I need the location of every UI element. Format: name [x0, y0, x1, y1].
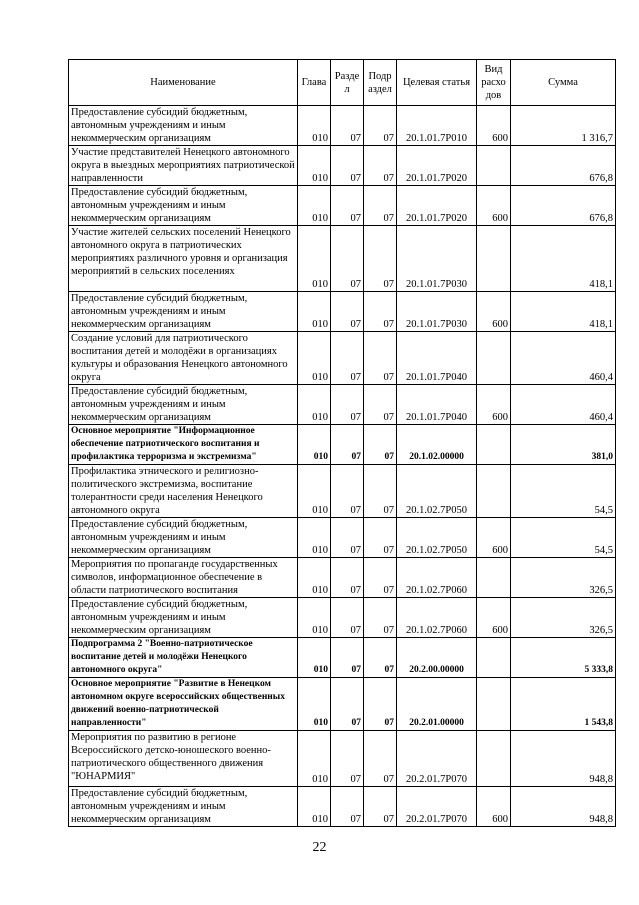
- header-row: [69, 60, 616, 106]
- row-subsection: 07: [364, 186, 397, 226]
- row-subsection: 07: [364, 518, 397, 558]
- row-target: 20.1.01.7Р020: [397, 186, 477, 226]
- row-amount: 381,0: [511, 425, 616, 465]
- table-row: [69, 146, 616, 186]
- row-name: Основное мероприятие "Развитие в Ненецком автономном округе всероссийских общественных движений военно-патриотической направленности": [69, 678, 298, 731]
- row-chapter: 010: [298, 465, 331, 518]
- row-name: Мероприятия по развитию в регионе Всероссийского детско-юношеского военно-патриотического общественного движения "ЮНАРМИЯ": [69, 731, 298, 787]
- row-expense-type: 600: [477, 787, 511, 827]
- row-target: 20.1.01.7Р010: [397, 106, 477, 146]
- row-subsection: 07: [364, 332, 397, 385]
- row-expense-type: [477, 226, 511, 292]
- row-expense-type: 600: [477, 106, 511, 146]
- table-row: [69, 385, 616, 425]
- row-target: 20.2.00.00000: [397, 638, 477, 678]
- row-chapter: 010: [298, 558, 331, 598]
- row-subsection: 07: [364, 385, 397, 425]
- header-section: Разде л: [331, 60, 364, 106]
- row-amount: 418,1: [511, 226, 616, 292]
- row-name: Предоставление субсидий бюджетным, автономным учреждениям и иным некоммерческим организациям: [69, 292, 298, 332]
- row-target: 20.1.02.7Р060: [397, 598, 477, 638]
- row-amount: 1 316,7: [511, 106, 616, 146]
- row-section: 07: [331, 106, 364, 146]
- row-subsection: 07: [364, 787, 397, 827]
- row-subsection: 07: [364, 678, 397, 731]
- row-expense-type: 600: [477, 518, 511, 558]
- table-row: [69, 638, 616, 678]
- row-section: 07: [331, 787, 364, 827]
- row-section: 07: [331, 731, 364, 787]
- row-chapter: 010: [298, 226, 331, 292]
- row-amount: 460,4: [511, 332, 616, 385]
- row-target: 20.1.01.7Р020: [397, 146, 477, 186]
- row-name: Предоставление субсидий бюджетным, автономным учреждениям и иным некоммерческим организациям: [69, 385, 298, 425]
- row-name: Мероприятия по пропаганде государственных символов, информационное обеспечение в области патриотического воспитания: [69, 558, 298, 598]
- row-section: 07: [331, 598, 364, 638]
- row-amount: 326,5: [511, 558, 616, 598]
- row-chapter: 010: [298, 638, 331, 678]
- row-target: 20.1.01.7Р040: [397, 385, 477, 425]
- row-target: 20.1.02.7Р050: [397, 518, 477, 558]
- row-name: Создание условий для патриотического воспитания детей и молодёжи в организациях культуры и образования Ненецкого автономного округа: [69, 332, 298, 385]
- row-expense-type: [477, 678, 511, 731]
- row-target: 20.2.01.7Р070: [397, 731, 477, 787]
- row-amount: 676,8: [511, 186, 616, 226]
- row-target: 20.1.02.7Р050: [397, 465, 477, 518]
- row-section: 07: [331, 638, 364, 678]
- row-amount: 948,8: [511, 787, 616, 827]
- row-section: 07: [331, 226, 364, 292]
- row-chapter: 010: [298, 518, 331, 558]
- header-chapter: Глава: [298, 60, 331, 106]
- row-name: Профилактика этнического и религиозно-политического экстремизма, воспитание толерантности среди населения Ненецкого автономного округа: [69, 465, 298, 518]
- row-expense-type: [477, 332, 511, 385]
- row-section: 07: [331, 425, 364, 465]
- row-expense-type: 600: [477, 598, 511, 638]
- row-expense-type: 600: [477, 186, 511, 226]
- row-chapter: 010: [298, 598, 331, 638]
- table-row: [69, 186, 616, 226]
- row-subsection: 07: [364, 465, 397, 518]
- row-amount: 54,5: [511, 465, 616, 518]
- row-target: 20.1.02.7Р060: [397, 558, 477, 598]
- row-amount: 1 543,8: [511, 678, 616, 731]
- row-section: 07: [331, 332, 364, 385]
- row-expense-type: [477, 638, 511, 678]
- row-section: 07: [331, 146, 364, 186]
- header-expense-type: Вид расхо дов: [477, 60, 511, 106]
- row-amount: 676,8: [511, 146, 616, 186]
- row-subsection: 07: [364, 598, 397, 638]
- row-section: 07: [331, 678, 364, 731]
- row-name: Предоставление субсидий бюджетным, автономным учреждениям и иным некоммерческим организациям: [69, 787, 298, 827]
- row-expense-type: 600: [477, 385, 511, 425]
- row-subsection: 07: [364, 292, 397, 332]
- table-row: [69, 226, 616, 292]
- row-chapter: 010: [298, 186, 331, 226]
- row-amount: 460,4: [511, 385, 616, 425]
- table-row: [69, 518, 616, 558]
- row-name: Основное мероприятие "Информационное обеспечение патриотического воспитания и профилактика терроризма и экстремизма": [69, 425, 298, 465]
- row-chapter: 010: [298, 678, 331, 731]
- row-subsection: 07: [364, 638, 397, 678]
- row-target: 20.1.01.7Р030: [397, 292, 477, 332]
- row-subsection: 07: [364, 558, 397, 598]
- row-chapter: 010: [298, 787, 331, 827]
- table-row: [69, 292, 616, 332]
- row-expense-type: [477, 465, 511, 518]
- table-row: [69, 332, 616, 385]
- row-target: 20.1.01.7Р030: [397, 226, 477, 292]
- row-name: Участие представителей Ненецкого автономного округа в выездных мероприятиях патриотической направленности: [69, 146, 298, 186]
- table-row: [69, 425, 616, 465]
- row-chapter: 010: [298, 731, 331, 787]
- row-chapter: 010: [298, 146, 331, 186]
- header-name: Наименование: [69, 60, 298, 106]
- row-section: 07: [331, 385, 364, 425]
- row-name: Предоставление субсидий бюджетным, автономным учреждениям и иным некоммерческим организациям: [69, 186, 298, 226]
- table-row: [69, 678, 616, 731]
- row-name: Предоставление субсидий бюджетным, автономным учреждениям и иным некоммерческим организациям: [69, 518, 298, 558]
- row-target: 20.1.01.7Р040: [397, 332, 477, 385]
- row-name: Предоставление субсидий бюджетным, автономным учреждениям и иным некоммерческим организациям: [69, 598, 298, 638]
- row-expense-type: [477, 425, 511, 465]
- row-chapter: 010: [298, 385, 331, 425]
- row-section: 07: [331, 465, 364, 518]
- table-body: [69, 106, 616, 827]
- row-section: 07: [331, 518, 364, 558]
- row-amount: 5 333,8: [511, 638, 616, 678]
- row-subsection: 07: [364, 106, 397, 146]
- row-chapter: 010: [298, 332, 331, 385]
- header-target: Целевая статья: [397, 60, 477, 106]
- row-amount: 418,1: [511, 292, 616, 332]
- row-amount: 54,5: [511, 518, 616, 558]
- row-name: Участие жителей сельских поселений Ненецкого автономного округа в патриотических мероприятиях различного уровня и организация мероприятий в сельских поселениях: [69, 226, 298, 292]
- table-row: [69, 731, 616, 787]
- row-chapter: 010: [298, 292, 331, 332]
- table-row: [69, 787, 616, 827]
- row-subsection: 07: [364, 731, 397, 787]
- row-expense-type: [477, 558, 511, 598]
- row-amount: 948,8: [511, 731, 616, 787]
- row-name: Подпрограмма 2 "Военно-патриотическое воспитание детей и молодёжи Ненецкого автономного округа": [69, 638, 298, 678]
- row-target: 20.2.01.00000: [397, 678, 477, 731]
- row-expense-type: 600: [477, 292, 511, 332]
- table-row: [69, 106, 616, 146]
- header-subsection: Подр аздел: [364, 60, 397, 106]
- row-expense-type: [477, 731, 511, 787]
- row-section: 07: [331, 558, 364, 598]
- row-amount: 326,5: [511, 598, 616, 638]
- table-row: [69, 598, 616, 638]
- row-name: Предоставление субсидий бюджетным, автономным учреждениям и иным некоммерческим организациям: [69, 106, 298, 146]
- row-target: 20.1.02.00000: [397, 425, 477, 465]
- budget-table: [68, 59, 616, 827]
- row-chapter: 010: [298, 425, 331, 465]
- row-chapter: 010: [298, 106, 331, 146]
- table-row: [69, 465, 616, 518]
- row-section: 07: [331, 186, 364, 226]
- row-subsection: 07: [364, 425, 397, 465]
- table-row: [69, 558, 616, 598]
- row-target: 20.2.01.7Р070: [397, 787, 477, 827]
- row-subsection: 07: [364, 146, 397, 186]
- page-number: 22: [312, 840, 327, 855]
- row-subsection: 07: [364, 226, 397, 292]
- row-expense-type: [477, 146, 511, 186]
- row-section: 07: [331, 292, 364, 332]
- header-amount: Сумма: [511, 60, 616, 106]
